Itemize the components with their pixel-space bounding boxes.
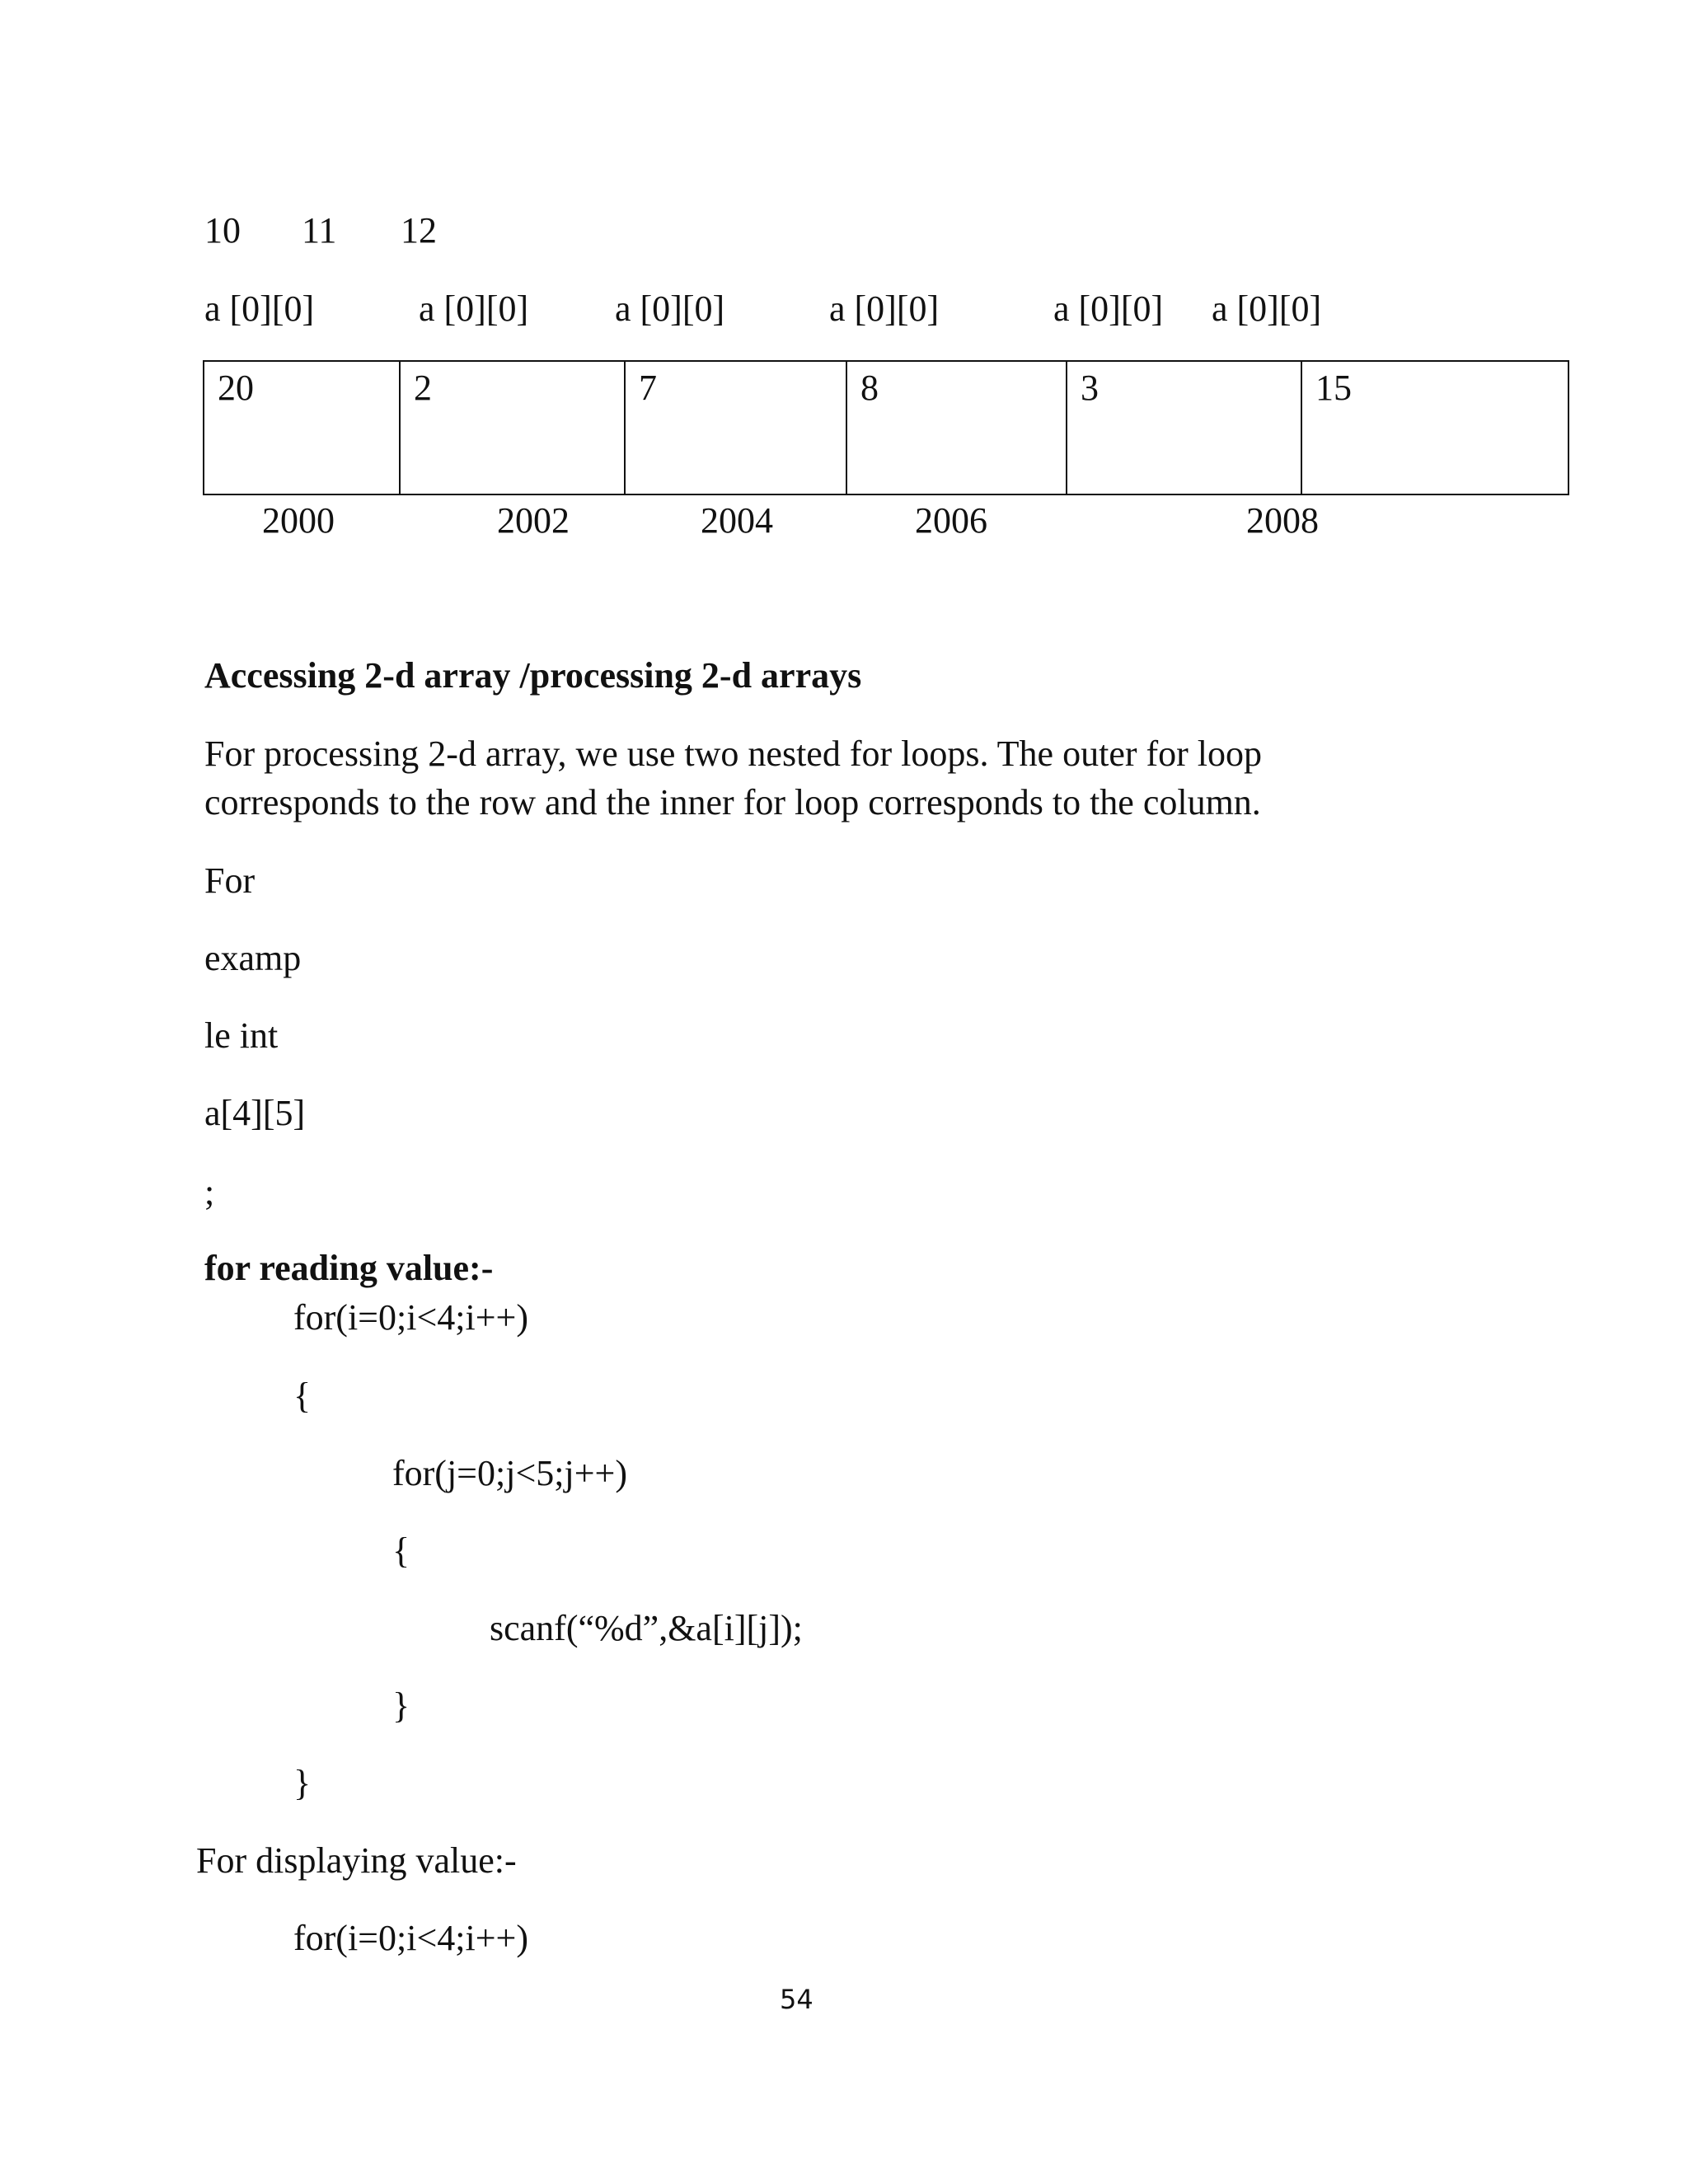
cell-value: 2 xyxy=(414,368,432,408)
memory-cell xyxy=(1301,360,1569,495)
memory-cell xyxy=(399,360,626,495)
code-line: } xyxy=(392,1685,410,1726)
address-label: 2006 xyxy=(915,500,987,541)
code-line: } xyxy=(293,1763,312,1803)
address-label: 2004 xyxy=(701,500,773,541)
index-label: 12 xyxy=(401,210,437,251)
example-line: le int xyxy=(204,1015,279,1056)
element-label: a [0][0] xyxy=(829,288,940,329)
address-label: 2008 xyxy=(1246,500,1319,541)
example-line: For xyxy=(204,860,256,901)
code-line: for(i=0;i<4;i++) xyxy=(293,1297,528,1338)
section-heading: Accessing 2-d array /processing 2-d arrays xyxy=(204,655,862,696)
element-label: a [0][0] xyxy=(419,288,529,329)
reading-heading: for reading value:- xyxy=(204,1248,494,1288)
cell-value: 3 xyxy=(1081,368,1099,408)
paragraph-line: corresponds to the row and the inner for loop corresponds to the column. xyxy=(204,782,1261,823)
address-label: 2000 xyxy=(262,500,335,541)
element-label: a [0][0] xyxy=(204,288,315,329)
code-line: { xyxy=(293,1376,312,1416)
cell-value: 15 xyxy=(1315,368,1352,408)
code-line: scanf(“%d”,&a[i][j]); xyxy=(490,1608,803,1648)
cell-value: 20 xyxy=(218,368,254,408)
code-line: for(j=0;j<5;j++) xyxy=(392,1453,627,1493)
memory-cell xyxy=(1066,360,1302,495)
code-line: { xyxy=(392,1530,410,1571)
example-line: ; xyxy=(204,1172,215,1212)
element-label: a [0][0] xyxy=(1053,288,1164,329)
index-label: 11 xyxy=(302,210,337,251)
displaying-heading: For displaying value:- xyxy=(196,1840,517,1881)
example-line: a[4][5] xyxy=(204,1093,306,1133)
cell-value: 8 xyxy=(860,368,879,408)
paragraph-line: For processing 2-d array, we use two nested for loops. The outer for loop xyxy=(204,733,1263,774)
memory-cell xyxy=(203,360,401,495)
memory-cell xyxy=(846,360,1067,495)
page-number: 54 xyxy=(780,1984,814,2015)
index-label: 10 xyxy=(204,210,241,251)
element-label: a [0][0] xyxy=(1212,288,1322,329)
address-label: 2002 xyxy=(497,500,570,541)
example-line: examp xyxy=(204,938,302,978)
memory-cell xyxy=(624,360,847,495)
element-label: a [0][0] xyxy=(615,288,725,329)
code-line: for(i=0;i<4;i++) xyxy=(293,1918,528,1958)
cell-value: 7 xyxy=(639,368,657,408)
